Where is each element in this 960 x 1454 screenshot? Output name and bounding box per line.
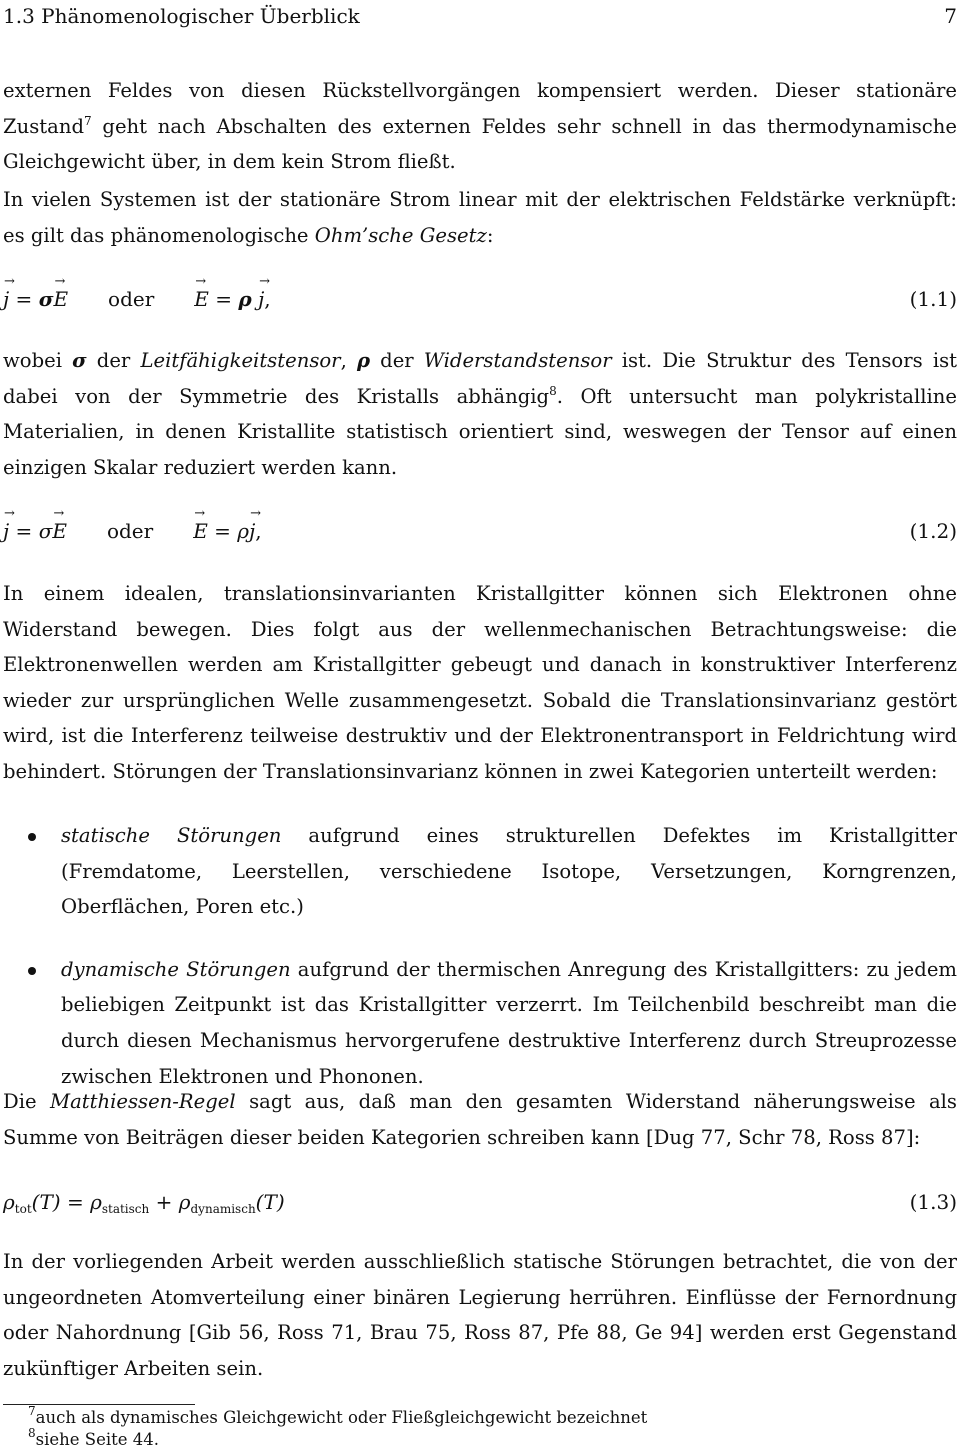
footnote-ref-8[interactable]: 8 xyxy=(549,383,557,398)
equation-body xyxy=(3,519,262,543)
footnote-mark: 7 xyxy=(28,1404,36,1418)
plus: + xyxy=(149,1190,179,1214)
running-header xyxy=(3,4,957,28)
equation-number: (1.3) xyxy=(909,1190,957,1214)
vector-j: → j xyxy=(249,519,255,543)
footnote-text: siehe Seite 44. xyxy=(35,1430,160,1449)
text: , xyxy=(340,349,357,372)
oder: oder xyxy=(106,519,154,543)
rho: ρ xyxy=(178,1190,191,1214)
equation-1-2 xyxy=(3,519,957,543)
text: geht nach Abschalten des externen Feldes sehr schnell in das thermodynamische Gleichgewicht über, in dem kein Strom fließt. xyxy=(3,114,957,174)
text: wobei xyxy=(3,349,73,372)
text: ist. Die Struktur des Tensors ist dabei von der Symmetrie des Kristalls abhängig xyxy=(3,349,958,408)
vector-e: → E xyxy=(194,287,209,311)
oder: oder xyxy=(108,287,155,311)
paragraph-5 xyxy=(3,1084,957,1155)
comma: , xyxy=(255,519,262,543)
equals: = xyxy=(207,519,238,543)
equation-1-1 xyxy=(3,287,957,311)
scalar-rho: ρ xyxy=(237,519,250,543)
vector-j: → j xyxy=(258,287,264,311)
vector-j: → j xyxy=(3,287,9,311)
temperature-arg: (T) xyxy=(31,1190,61,1214)
scalar-sigma: σ xyxy=(38,519,53,543)
equation-body xyxy=(3,1190,285,1214)
tensor-sigma: σ xyxy=(38,287,54,311)
footnote-ref-7[interactable]: 7 xyxy=(84,113,92,128)
subscript-dynamisch: dynamisch xyxy=(190,1202,256,1216)
term-ohm-law: Ohm’sche Gesetz xyxy=(314,223,487,247)
equals: = xyxy=(9,287,39,311)
rho: ρ xyxy=(90,1190,102,1214)
disorder-category-list xyxy=(3,818,957,1094)
text: aufgrund der thermischen Anregung des Kristallgitters: zu jedem beliebigen Zeitpunkt ist das Kristallgitter verzerrt. Im Teilchenbild beschreibt man die durch diesen Mechanismus hervorgerufene destruktive Interferenz durch Streuprozesse zwischen Elektronen und Phononen. xyxy=(61,957,957,1088)
vector-e: → E xyxy=(53,287,68,311)
equation-1-3 xyxy=(3,1190,957,1214)
term-conductivity-tensor: Leitfähigkeitstensor xyxy=(140,349,341,372)
paragraph-3 xyxy=(3,343,957,485)
text: externen Feldes von diesen Rückstellvorgängen kompensiert werden. Dieser stationäre Zustand xyxy=(3,79,957,138)
subscript-tot: tot xyxy=(14,1202,32,1216)
equation-body xyxy=(3,287,271,311)
term-resistivity-tensor: Widerstandstensor xyxy=(423,349,612,372)
tensor-rho: ρ xyxy=(238,287,252,311)
text: Die xyxy=(3,1090,50,1113)
subscript-statisch: statisch xyxy=(101,1202,150,1216)
text: . Oft untersucht man polykristalline Materialien, in denen Kristallite statistisch orientiert sind, weswegen der Tensor auf einen einzigen Skalar reduziert werden kann. xyxy=(3,384,958,479)
page-number: 7 xyxy=(944,4,957,28)
text: sagt aus, daß man den gesamten Widerstand näherungsweise als Summe von Beiträgen dieser beiden Kategorien schreiben kann [Dug 77, Schr 78, Ross 87]: xyxy=(3,1090,957,1149)
equation-number: (1.1) xyxy=(909,287,957,311)
paragraph-1 xyxy=(3,73,957,180)
equation-number: (1.2) xyxy=(909,519,957,543)
footnote-text: auch als dynamisches Gleichgewicht oder Fließgleichgewicht bezeichnet xyxy=(35,1408,648,1427)
section-title: 1.3 Phänomenologischer Überblick xyxy=(3,4,360,28)
text: : xyxy=(486,223,494,247)
temperature-arg: (T) xyxy=(255,1190,285,1214)
tensor-rho: ρ xyxy=(356,349,370,372)
vector-e: → E xyxy=(193,519,208,543)
term-matthiessen-rule: Matthiessen-Regel xyxy=(50,1090,236,1113)
footnote-8 xyxy=(28,1426,647,1451)
text: der xyxy=(86,349,141,372)
footnote-mark: 8 xyxy=(28,1426,36,1440)
footnotes xyxy=(28,1404,648,1451)
tensor-sigma: σ xyxy=(72,349,87,372)
comma: , xyxy=(264,287,271,311)
paragraph-2 xyxy=(3,182,957,253)
paragraph-6: In der vorliegenden Arbeit werden ausschließlich statische Störungen betrachtet, die von der ungeordneten Atomverteilung einer binären Legierung herrühren. Einflüsse der Fernordnung oder Nahordnung [Gib 56, Ross 71, Brau 75, Ross 87, Pfe 88, Ge 94] werden erst Gegenstand zukünftiger Arbeiten sein. xyxy=(3,1250,957,1380)
paragraph-4: In einem idealen, translationsinvarianten Kristallgitter können sich Elektronen ohne Widerstand bewegen. Dies folgt aus der wellenmechanischen Betrachtungsweise: die Elektronenwellen werden am Kristallgitter gebeugt und danach in konstruktiver Interferenz wieder zur ursprünglichen Welle zusammengesetzt. Sobald die Translationsinvarianz gestört wird, ist die Interferenz teilweise destruktiv und der Elektronentransport in Feldrichtung wird behindert. Störungen der Translationsinvarianz können in zwei Kategorien unterteilt werden: xyxy=(3,582,957,783)
vector-j: → j xyxy=(3,519,9,543)
footnote-7 xyxy=(28,1404,648,1429)
text: In vielen Systemen ist der stationäre Strom linear mit der elektrischen Feldstärke verknüpft: es gilt das phänomenologische xyxy=(3,188,957,247)
term-static: statische Störungen xyxy=(61,824,282,847)
list-item xyxy=(3,818,957,925)
equals: = xyxy=(208,287,239,311)
list-item xyxy=(3,952,957,1094)
text: aufgrund eines strukturellen Defektes im Kristallgitter (Fremdatome, Leerstellen, verschiedene Isotope, Versetzungen, Korngrenzen, Oberflächen, Poren etc.) xyxy=(61,824,957,919)
text: der xyxy=(370,349,424,372)
equals: = xyxy=(9,519,39,543)
term-dynamic: dynamische Störungen xyxy=(61,957,291,981)
rho: ρ xyxy=(3,1190,15,1214)
vector-e: → E xyxy=(52,519,67,543)
equals: = xyxy=(60,1190,91,1214)
